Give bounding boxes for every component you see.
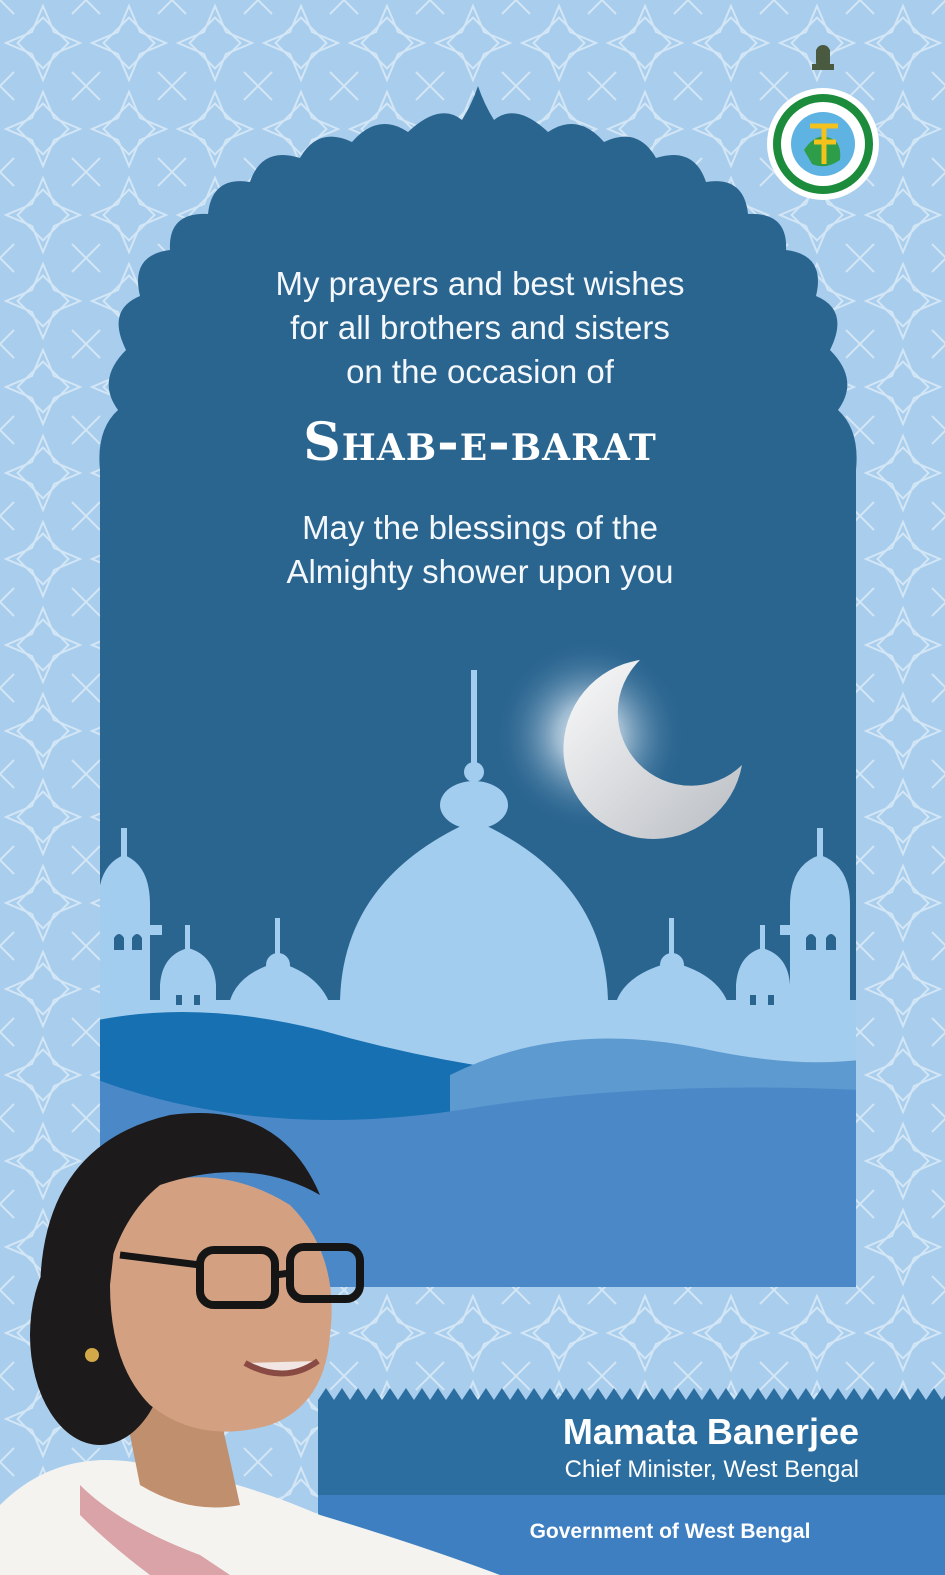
portrait-photo	[0, 1085, 520, 1575]
signatory-name: Mamata Banerjee	[562, 1411, 859, 1452]
government-seal-icon	[764, 42, 882, 204]
blessing-lines	[180, 506, 780, 594]
signatory-title: Chief Minister, West Bengal	[564, 1456, 859, 1483]
wish-line: My prayers and best wishes	[275, 265, 685, 302]
blessing-line: Almighty shower upon you	[286, 553, 674, 590]
blessing-line: May the blessings of the	[302, 509, 658, 546]
wish-line: for all brothers and sisters	[290, 309, 670, 346]
occasion-title: Shab-e-barat	[303, 412, 657, 473]
footer-organization: Government of West Bengal	[529, 1520, 811, 1543]
wish-lines	[180, 262, 780, 394]
signature-block	[563, 1410, 859, 1486]
wish-line: on the occasion of	[346, 353, 614, 390]
